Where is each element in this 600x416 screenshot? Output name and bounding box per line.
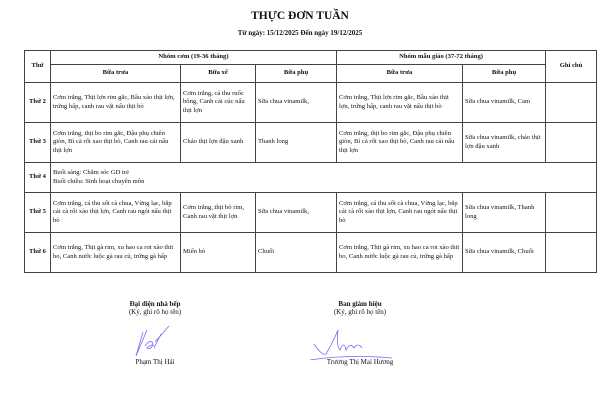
day-cell: Thứ 3 [25,123,51,163]
mg-lunch-cell: Cơm trắng, Thịt gà rim, xu hao ca rot xào thit bo, Canh nước luộc gà rau củ, trứng gà hấp [337,233,463,273]
note-cell [546,83,597,123]
header-note: Ghi chú [546,51,597,83]
header-day: Thứ [25,51,51,83]
header-com-snack: Bữa xế [181,65,256,83]
com-extra-cell: Sữa chua vinamilk, [256,83,337,123]
principal-signature-title: Ban giám hiệu [338,300,382,308]
com-lunch-cell: Cơm trắng, thịt bo rim gắc, Đậu phụ chiên giòn, Bí cà rốt xao thịt bò, Canh rau cải nấu thịt lợn [51,123,181,163]
mg-lunch-cell: Cơm trắng, Thịt lợn rim gắc, Bầu xào thịt lợn, trứng hấp, canh rau vặt nấu thịt bò [337,83,463,123]
kitchen-signature-title: Đại diện nhà bếp [129,300,181,308]
header-mg-extra: Bữa phụ [463,65,546,83]
table-row [25,193,597,233]
afternoon-activity: Buổi chiều: Sinh hoạt chuyên môn [53,177,145,185]
header-com-lunch: Bữa trưa [51,65,181,83]
mg-lunch-cell: Cơm trắng, thịt bo rim gắc, Đậu phụ chiên giòn, Bí cà rốt xao thịt bò, Canh rau cải nấu thịt lợn [337,123,463,163]
principal-signer-name: Trương Thị Mai Hương [326,358,394,366]
kitchen-signer-name: Phạm Thị Hải [135,358,175,366]
com-snack-cell: Cháo thịt lợn đậu xanh [181,123,256,163]
mg-extra-cell: Sữa chua vinamilk, Thanh long [463,193,546,233]
mg-lunch-cell: Cơm trắng, cá thu sốt cà chua, Vừng lạc, bắp cải cà rốt xào thịt lợn, Canh rau ngót nấu thịt bò [337,193,463,233]
table-row [25,233,597,273]
page-title: THỰC ĐƠN TUẦN [251,10,349,22]
mg-extra-cell: Sữa chua vinamilk, Cam [463,83,546,123]
principal-signature-block [300,300,420,366]
day-cell: Thứ 4 [25,163,51,193]
mg-extra-cell: Sữa chua vinamilk, cháo thịt lợn đậu xanh [463,123,546,163]
kitchen-signature-hint: (Ký, ghi rõ họ tên) [128,308,182,316]
principal-signature-hint: (Ký, ghi rõ họ tên) [333,308,387,316]
note-cell [546,123,597,163]
table-row [25,163,597,193]
header-com-extra: Bữa phụ [256,65,337,83]
principal-signature-image [300,320,420,360]
com-lunch-cell: Cơm trắng, Thịt lợn rim gắc, Bầu xào thịt lợn, trứng hấp, canh rau vặt nấu thịt bò [51,83,181,123]
note-cell [546,193,597,233]
header-mg-lunch: Bữa trưa [337,65,463,83]
com-extra-cell: Sữa chua vinamilk, [256,193,337,233]
com-snack-cell: Cơm trắng, cá thu ruốc bông, Canh cải cúc nấu thịt lợn [181,83,256,123]
kitchen-signature-image [105,320,205,360]
header-group-com: Nhóm cơm (19-36 tháng) [51,51,337,65]
com-lunch-cell: Cơm trắng, Thịt gà rim, xu hao ca rot xào thit bo, Canh nước luộc gà rau củ, trứng gà hấp [51,233,181,273]
morning-activity: Buổi sáng: Chăm sóc GD trẻ [53,168,130,176]
com-snack-cell: Cơm trắng, thịt bò rim, Canh rau vặt thịt lợn [181,193,256,233]
day-cell: Thứ 6 [25,233,51,273]
com-snack-cell: Miến bò [181,233,256,273]
com-extra-cell: Thanh long [256,123,337,163]
kitchen-signature-block [105,300,205,366]
mg-extra-cell: Sữa chua vinamilk, Chuối [463,233,546,273]
note-cell [546,233,597,273]
menu-table [24,50,597,273]
com-extra-cell: Chuối [256,233,337,273]
table-row [25,123,597,163]
date-range: Từ ngày: 15/12/2025 Đến ngày 19/12/2025 [237,29,363,37]
com-lunch-cell: Cơm trắng, cá thu sốt cà chua, Vừng lạc, bắp cải cà rốt xào thịt lợn, Canh rau ngót nấu thịt bò [51,193,181,233]
merged-cell [51,163,597,193]
day-cell: Thứ 2 [25,83,51,123]
header-group-mg: Nhóm mẫu giáo (37-72 tháng) [337,51,546,65]
day-cell: Thứ 5 [25,193,51,233]
table-row [25,83,597,123]
